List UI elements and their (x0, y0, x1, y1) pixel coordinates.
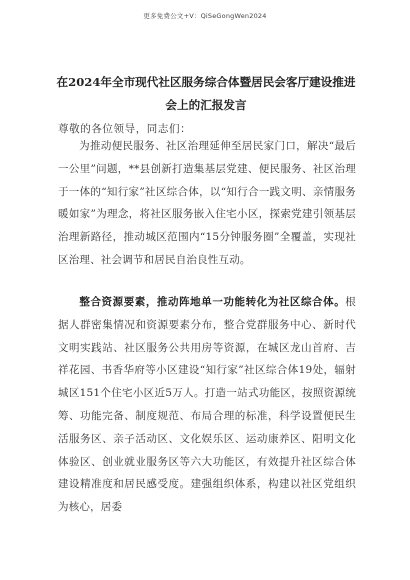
salutation: 尊敬的各位领导，同志们： (58, 123, 192, 135)
paragraph-intro (58, 135, 356, 272)
document-title (56, 71, 356, 117)
page-header: 更多免费公文+V：QiSeGongWen2024 (143, 12, 267, 20)
title-line-1: 在2024年全市现代社区服务综合体暨居民会客厅建设推进 (56, 75, 356, 89)
paragraph-section-1 (58, 291, 356, 519)
paragraph-intro-text: 为推动便民服务、社区治理延伸至居民家门口，解决“最后一公里”问题，**县创新打造集基层党建、便民服务、社区治理于一体的“知行家”社区综合体，以“知行合一践文明、亲情服务暖如家”为理念，将社区服务嵌入住宅小区，探索党建引领基层治理新路径，推动城区范围内“15分钟服务圈”全覆盖，实现社区治理、社会调节和居民自治良性互动。 (58, 140, 356, 266)
title-line-2: 会上的汇报发言 (165, 98, 247, 112)
section-1-heading: 整合资源要素，推动阵地单一功能转化为社区综合体。 (79, 296, 346, 308)
section-1-body: 根据人群密集情况和资源要素分布，整合党群服务中心、新时代文明实践站、社区服务公共用房等资源，在城区龙山首府、吉祥花园、书香华府等小区建设“知行家”社区综合体19处，辐射城区151个住宅小区近5万人。打造一站式功能区，按照资源统筹、功能完备、制度规范、布局合理的标准，科学设置便民生活服务区、亲子活动区、文化娱乐区、运动康养区、阳明文化体验区、创业就业服务区等六大功能区，有效提升社区综合体建设精准度和居民感受度。建强组织体系，构建以社区党组织为核心，居委 (58, 296, 356, 514)
